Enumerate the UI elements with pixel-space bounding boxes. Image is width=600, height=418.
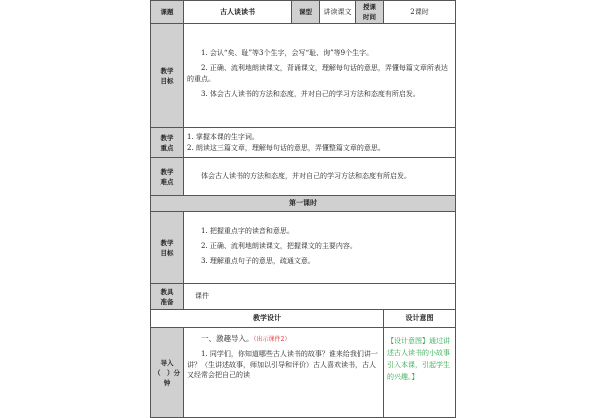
- objectives-content: [184, 24, 456, 128]
- materials-label: 教具 准备: [151, 284, 184, 310]
- time-label: 授课 时间: [356, 1, 384, 24]
- key-point-item: 2. 朗读这三篇文章，理解每句话的意思，弄懂整篇文章的意思。: [187, 143, 385, 152]
- key-point-item: 1. 掌握本课的生字词。: [187, 132, 259, 141]
- header-row: [151, 1, 456, 24]
- lesson1-objectives-row: [151, 212, 456, 284]
- lesson1-objective-item: 1. 把握重点字的读音和意思。: [201, 226, 294, 235]
- lesson1-title: 第一课时: [151, 196, 456, 212]
- lesson1-objective-item: 3. 理解重点句子的意思，疏通文意。: [201, 256, 315, 265]
- difficulties-content: 体会古人读书的方法和态度，并对自己的学习方法和态度有所启发。: [184, 158, 456, 196]
- lesson-plan-table: [150, 0, 456, 418]
- lesson1-objectives-content: [184, 212, 456, 284]
- intro-row: [151, 328, 456, 418]
- lesson1-objective-item: 2. 正确、流利地朗读课文，把握课文的主要内容。: [201, 241, 357, 250]
- time-value: 2课时: [384, 1, 456, 24]
- materials-content: 课件: [184, 284, 456, 310]
- intent-header: 设计意图: [384, 310, 456, 328]
- design-intent: 【设计意图】通过讲述古人读书的小故事引入本课，引起学生的兴趣。】: [384, 328, 456, 418]
- objective-item: 1. 会认“矣、耻”等3个生字，会写“耻、询”等9个生字。: [201, 49, 374, 58]
- materials-row: [151, 284, 456, 310]
- objectives-label: 教学 目标: [151, 24, 184, 128]
- intro-content: [184, 328, 384, 418]
- title-value: 古人谈读书: [184, 1, 292, 24]
- key-points-label: 教学 重点: [151, 128, 184, 158]
- lesson1-title-row: [151, 196, 456, 212]
- key-points-content: [184, 128, 456, 158]
- type-value: 讲读课文: [320, 1, 356, 24]
- intro-step-title: 一、激趣导入。（出示课件2）: [201, 334, 291, 344]
- lesson1-objectives-label: 教学 目标: [151, 212, 184, 284]
- difficulties-row: [151, 158, 456, 196]
- key-points-row: [151, 128, 456, 158]
- intro-label: 导入 （ ）分 钟: [151, 328, 184, 418]
- intro-body: 1. 同学们，你知道哪些古人读书的故事？谁来给我们讲一讲？（生讲述故事，师加以引导和评价）古人喜欢读书，古人又经常会把自己的读: [187, 349, 378, 380]
- objectives-row: [151, 24, 456, 128]
- objective-item: 2. 正确、流利地朗读课文，背诵课文，理解每句话的意思，弄懂每篇文章所表达的重点。: [187, 64, 448, 84]
- difficulties-label: 教学 难点: [151, 158, 184, 196]
- objective-item: 3. 体会古人读书的方法和态度，并对自己的学习方法和态度有所启发。: [201, 89, 420, 98]
- type-label: 课型: [292, 1, 320, 24]
- design-header-row: [151, 310, 456, 328]
- courseware-note: （出示课件2）: [253, 336, 291, 344]
- design-header: 教学设计: [151, 310, 384, 328]
- title-label: 课题: [151, 1, 184, 24]
